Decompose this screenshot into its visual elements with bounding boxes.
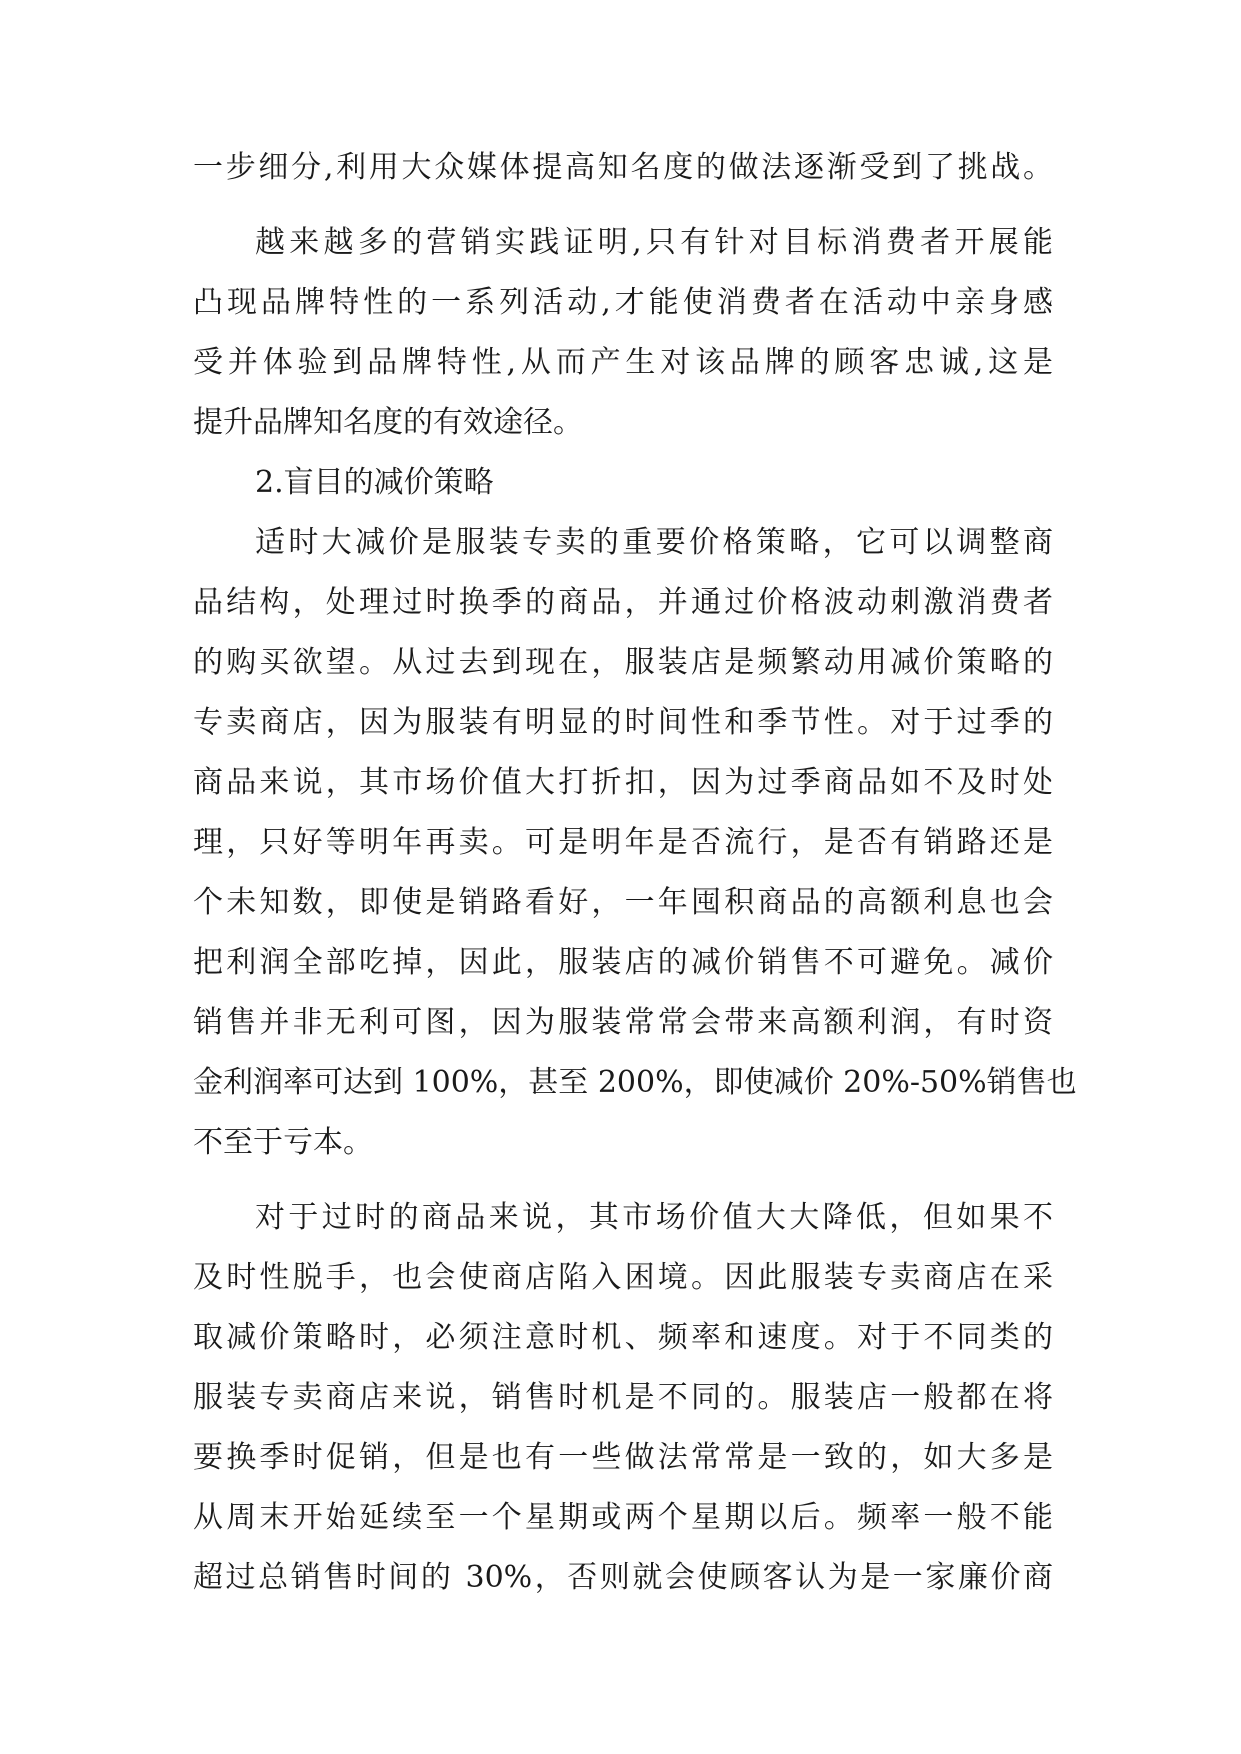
paragraph-line: 金利润率可达到 100%，甚至 200%，即使减价 20%-50%销售也 xyxy=(193,1065,1077,1100)
paragraph-line: 个未知数，即使是销路看好，一年囤积商品的高额利息也会 xyxy=(193,885,1053,920)
section-heading: 2.盲目的减价策略 xyxy=(255,465,494,500)
paragraph-line: 受并体验到品牌特性,从而产生对该品牌的顾客忠诚,这是 xyxy=(193,345,1053,380)
paragraph-line: 越来越多的营销实践证明,只有针对目标消费者开展能 xyxy=(255,225,1053,260)
paragraph-line: 提升品牌知名度的有效途径。 xyxy=(193,405,583,440)
paragraph-line: 专卖商店，因为服装有明显的时间性和季节性。对于过季的 xyxy=(193,705,1053,740)
paragraph-line: 及时性脱手，也会使商店陷入困境。因此服装专卖商店在采 xyxy=(193,1260,1053,1295)
paragraph-line: 不至于亏本。 xyxy=(193,1125,373,1160)
paragraph-line: 把利润全部吃掉，因此，服装店的减价销售不可避免。减价 xyxy=(193,945,1053,980)
paragraph-line: 品结构，处理过时换季的商品，并通过价格波动刺激消费者 xyxy=(193,585,1053,620)
paragraph-line: 理，只好等明年再卖。可是明年是否流行，是否有销路还是 xyxy=(193,825,1053,860)
paragraph-line: 凸现品牌特性的一系列活动,才能使消费者在活动中亲身感 xyxy=(193,285,1053,320)
paragraph-line: 适时大减价是服装专卖的重要价格策略，它可以调整商 xyxy=(255,525,1053,560)
paragraph-line: 从周末开始延续至一个星期或两个星期以后。频率一般不能 xyxy=(193,1500,1053,1535)
paragraph-line: 一步细分,利用大众媒体提高知名度的做法逐渐受到了挑战。 xyxy=(193,150,1053,185)
paragraph-line: 对于过时的商品来说，其市场价值大大降低，但如果不 xyxy=(255,1200,1053,1235)
paragraph-line: 的购买欲望。从过去到现在，服装店是频繁动用减价策略的 xyxy=(193,645,1053,680)
paragraph-line: 服装专卖商店来说，销售时机是不同的。服装店一般都在将 xyxy=(193,1380,1053,1415)
paragraph-line: 商品来说，其市场价值大打折扣，因为过季商品如不及时处 xyxy=(193,765,1053,800)
paragraph-line: 超过总销售时间的 30%，否则就会使顾客认为是一家廉价商 xyxy=(193,1560,1053,1595)
paragraph-line: 要换季时促销，但是也有一些做法常常是一致的，如大多是 xyxy=(193,1440,1053,1475)
paragraph-line: 销售并非无利可图，因为服装常常会带来高额利润，有时资 xyxy=(193,1005,1053,1040)
paragraph-line: 取减价策略时，必须注意时机、频率和速度。对于不同类的 xyxy=(193,1320,1053,1355)
